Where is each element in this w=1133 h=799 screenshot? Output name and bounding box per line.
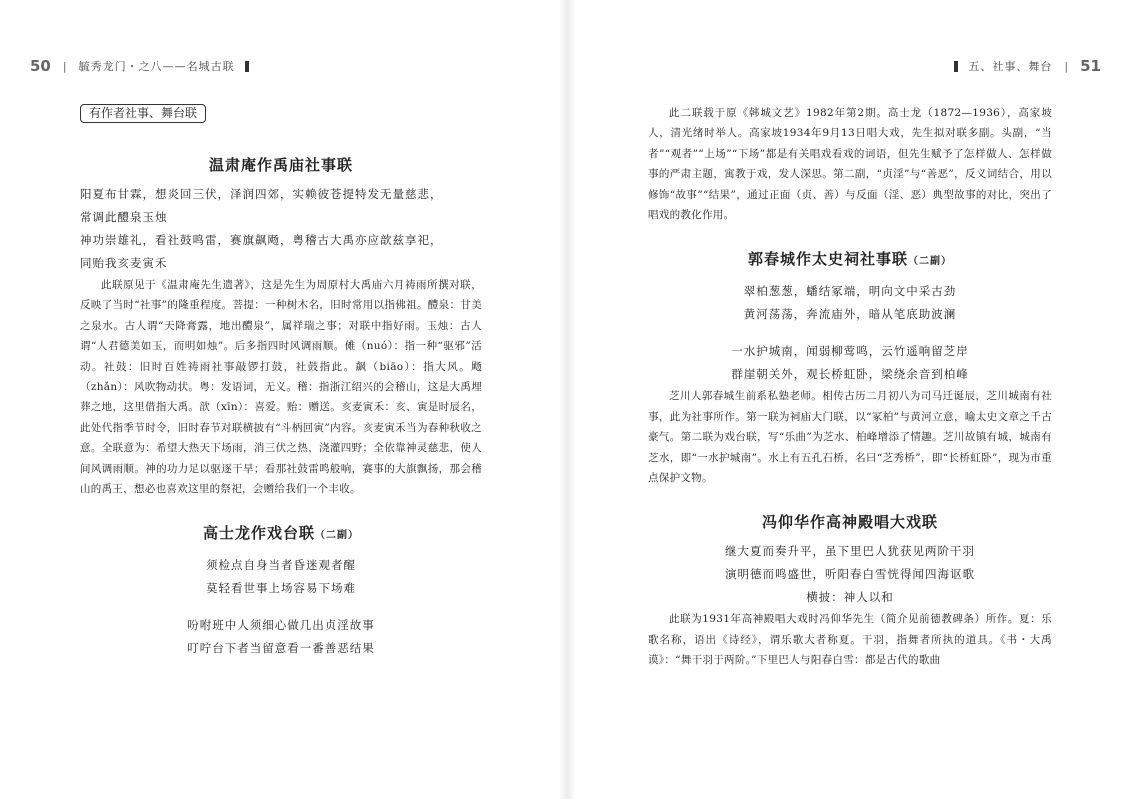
page-number-left: 50 — [30, 57, 51, 75]
couplet-line: 群崖朝关外，观长桥虹卧，梁绕余音到柏峰 — [731, 367, 969, 382]
couplet-line: 常调此醴泉玉烛 — [80, 210, 168, 224]
couplet-line: 莫轻看世事上场容易下场难 — [206, 581, 356, 596]
heng-pi-line: 横披：神人以和 — [806, 590, 894, 605]
header-block-mark — [954, 61, 958, 72]
left-content — [80, 103, 482, 660]
commentary-paragraph: 芝川人郭春城生前系私塾老师。相传古历二月初八为司马迁诞辰，芝川城南有社事，此为社事所作。第一联为祠庙大门联，以“冢柏”与黄河立意，喻太史文章之千古豪气。第二联为戏台联，写“乐曲”为芝水、柏峰增添了情趣。芝川故镇有城，城南有芝水，即“一水护城南”。水上有五孔石桥，名曰“芝秀桥”，即“长桥虹卧”，现为市重点保护文物。 — [648, 390, 1052, 485]
book-gutter — [558, 0, 576, 799]
couplet-line: 神功崇雄礼，看社鼓鸣雷，赛旗飙飏，粤稽古大禹亦应歆兹享祀， — [80, 233, 443, 247]
left-page — [0, 0, 558, 799]
right-content — [648, 103, 1052, 671]
header-block-mark — [245, 61, 249, 72]
entry-title-suffix: （二副） — [315, 530, 359, 542]
right-running-header — [944, 56, 1101, 76]
commentary-paragraph: 此联原见于《温肃庵先生遗著》，这是先生为周原村大禹庙六月祷雨所撰对联，反映了当时“社事”的隆重程度。菩提：一种树木名，旧时常用以指佛祖。醴泉：甘美之泉水。古人谓“天降膏露，地出醴泉”，属祥瑞之事；对联中指好雨。玉烛：古人谓“人君德美如玉，而明如烛”。后多指四时风调雨顺。傩（nuó）：指一种“驱邪”活动。社鼓：旧时百姓祷雨社事敲锣打鼓，社鼓指此。飙（biāo）：指大风。飏（zhǎn）：风吹物动状。粤：发语词，无义。稽：指浙江绍兴的会稽山，这是大禹埋葬之地，这里借指大禹。歆（xīn）：喜爱。贻：赠送。亥麦寅禾：亥、寅是时辰名，此处代指季节时令，旧时春节对联横披有“斗柄回寅”内容。亥麦寅禾当为春种秋收之意。全联意为：希望大热天下场雨，消三伏之热，浇灌四野；全依靠神灵慈悲，使人间风调雨顺。神的功力足以驱逐干旱；看那社鼓雷鸣般响，赛事的大旗飘扬，那会稽山的禹王，想必也喜欢这里的祭祀，会赠给我们一个丰收。 — [80, 279, 482, 496]
couplet-line: 阳夏布甘霖，想炎回三伏，泽润四郊，实赖彼苍提特发无量慈悲， — [80, 187, 443, 201]
couplet-line: 演明德而鸣盛世，听阳春白雪恍得闻四海讴歌 — [725, 567, 975, 582]
couplet-line: 继大夏而奏升平，虽下里巴人犹获见两阶干羽 — [725, 544, 975, 559]
entry-title-gao — [80, 521, 482, 548]
entry-title-wen: 温肃庵作禹庙社事联 — [208, 156, 353, 174]
commentary-paragraph: 此联为1931年高神殿唱大戏时冯仰华先生（简介见前德教碑条）所作。夏：乐歌名称，语出《诗经》，谓乐歌大者称夏。干羽，指舞者所执的道具。《书・大禹谟》：“舞干羽于两阶。”下里巴人与阳春白雪：都是古代的歌曲 — [648, 613, 1052, 667]
couplet-line: 一水护城南，闻弱柳莺鸣，云竹遥响留芝岸 — [731, 344, 969, 359]
couplet-line: 须检点自身当者昏迷观者醒 — [206, 558, 356, 573]
entry-title-guo — [648, 247, 1052, 274]
entry-title-feng: 冯仰华作高神殿唱大戏联 — [761, 513, 938, 532]
page-number-right: 51 — [1080, 57, 1101, 75]
entry-title-suffix: （二副） — [908, 256, 952, 268]
running-head-left: 毓秀龙门・之八——名城古联 — [78, 60, 235, 73]
entry-title-text: 郭春城作太史祠社事联 — [747, 250, 908, 269]
couplet-line: 吩咐班中人须细心做几出贞淫故事 — [187, 618, 375, 633]
couplet-line: 翠柏葱葱，蟠结冢端，明向文中采古劲 — [743, 284, 957, 299]
header-separator: | — [1064, 59, 1069, 73]
couplet-line: 黄河荡荡，奔流庙外，暗从笔底助波澜 — [743, 307, 957, 322]
left-running-header — [30, 56, 259, 76]
section-tag: 有作者社事、舞台联 — [80, 104, 206, 123]
couplet-line: 同贻我亥麦寅禾 — [80, 256, 168, 270]
commentary-paragraph: 此二联载于原《韩城文艺》1982年第2期。高士龙（1872—1936），高家坡人，清光绪时举人。高家坡1934年9月13日唱大戏，先生拟对联多副。头副，“当者”“观者”“上场”“下场”都是有关唱戏看戏的词语，但先生赋予了怎样做人、怎样做事的严肃主题，寓教于戏，发人深思。第二副，“贞淫”与“善恶”，反义词结合，用以修饰“故事”“结果”，通过正面（贞、善）与反面（淫、恶）典型故事的对比，突出了唱戏的教化作用。 — [648, 107, 1052, 222]
couplet-line: 叮咛台下者当留意看一番善恶结果 — [187, 641, 375, 656]
entry-title-text: 高士龙作戏台联 — [202, 524, 315, 543]
header-separator: | — [62, 59, 67, 73]
running-head-right: 五、社事、舞台 — [968, 60, 1053, 73]
right-page — [576, 0, 1133, 799]
